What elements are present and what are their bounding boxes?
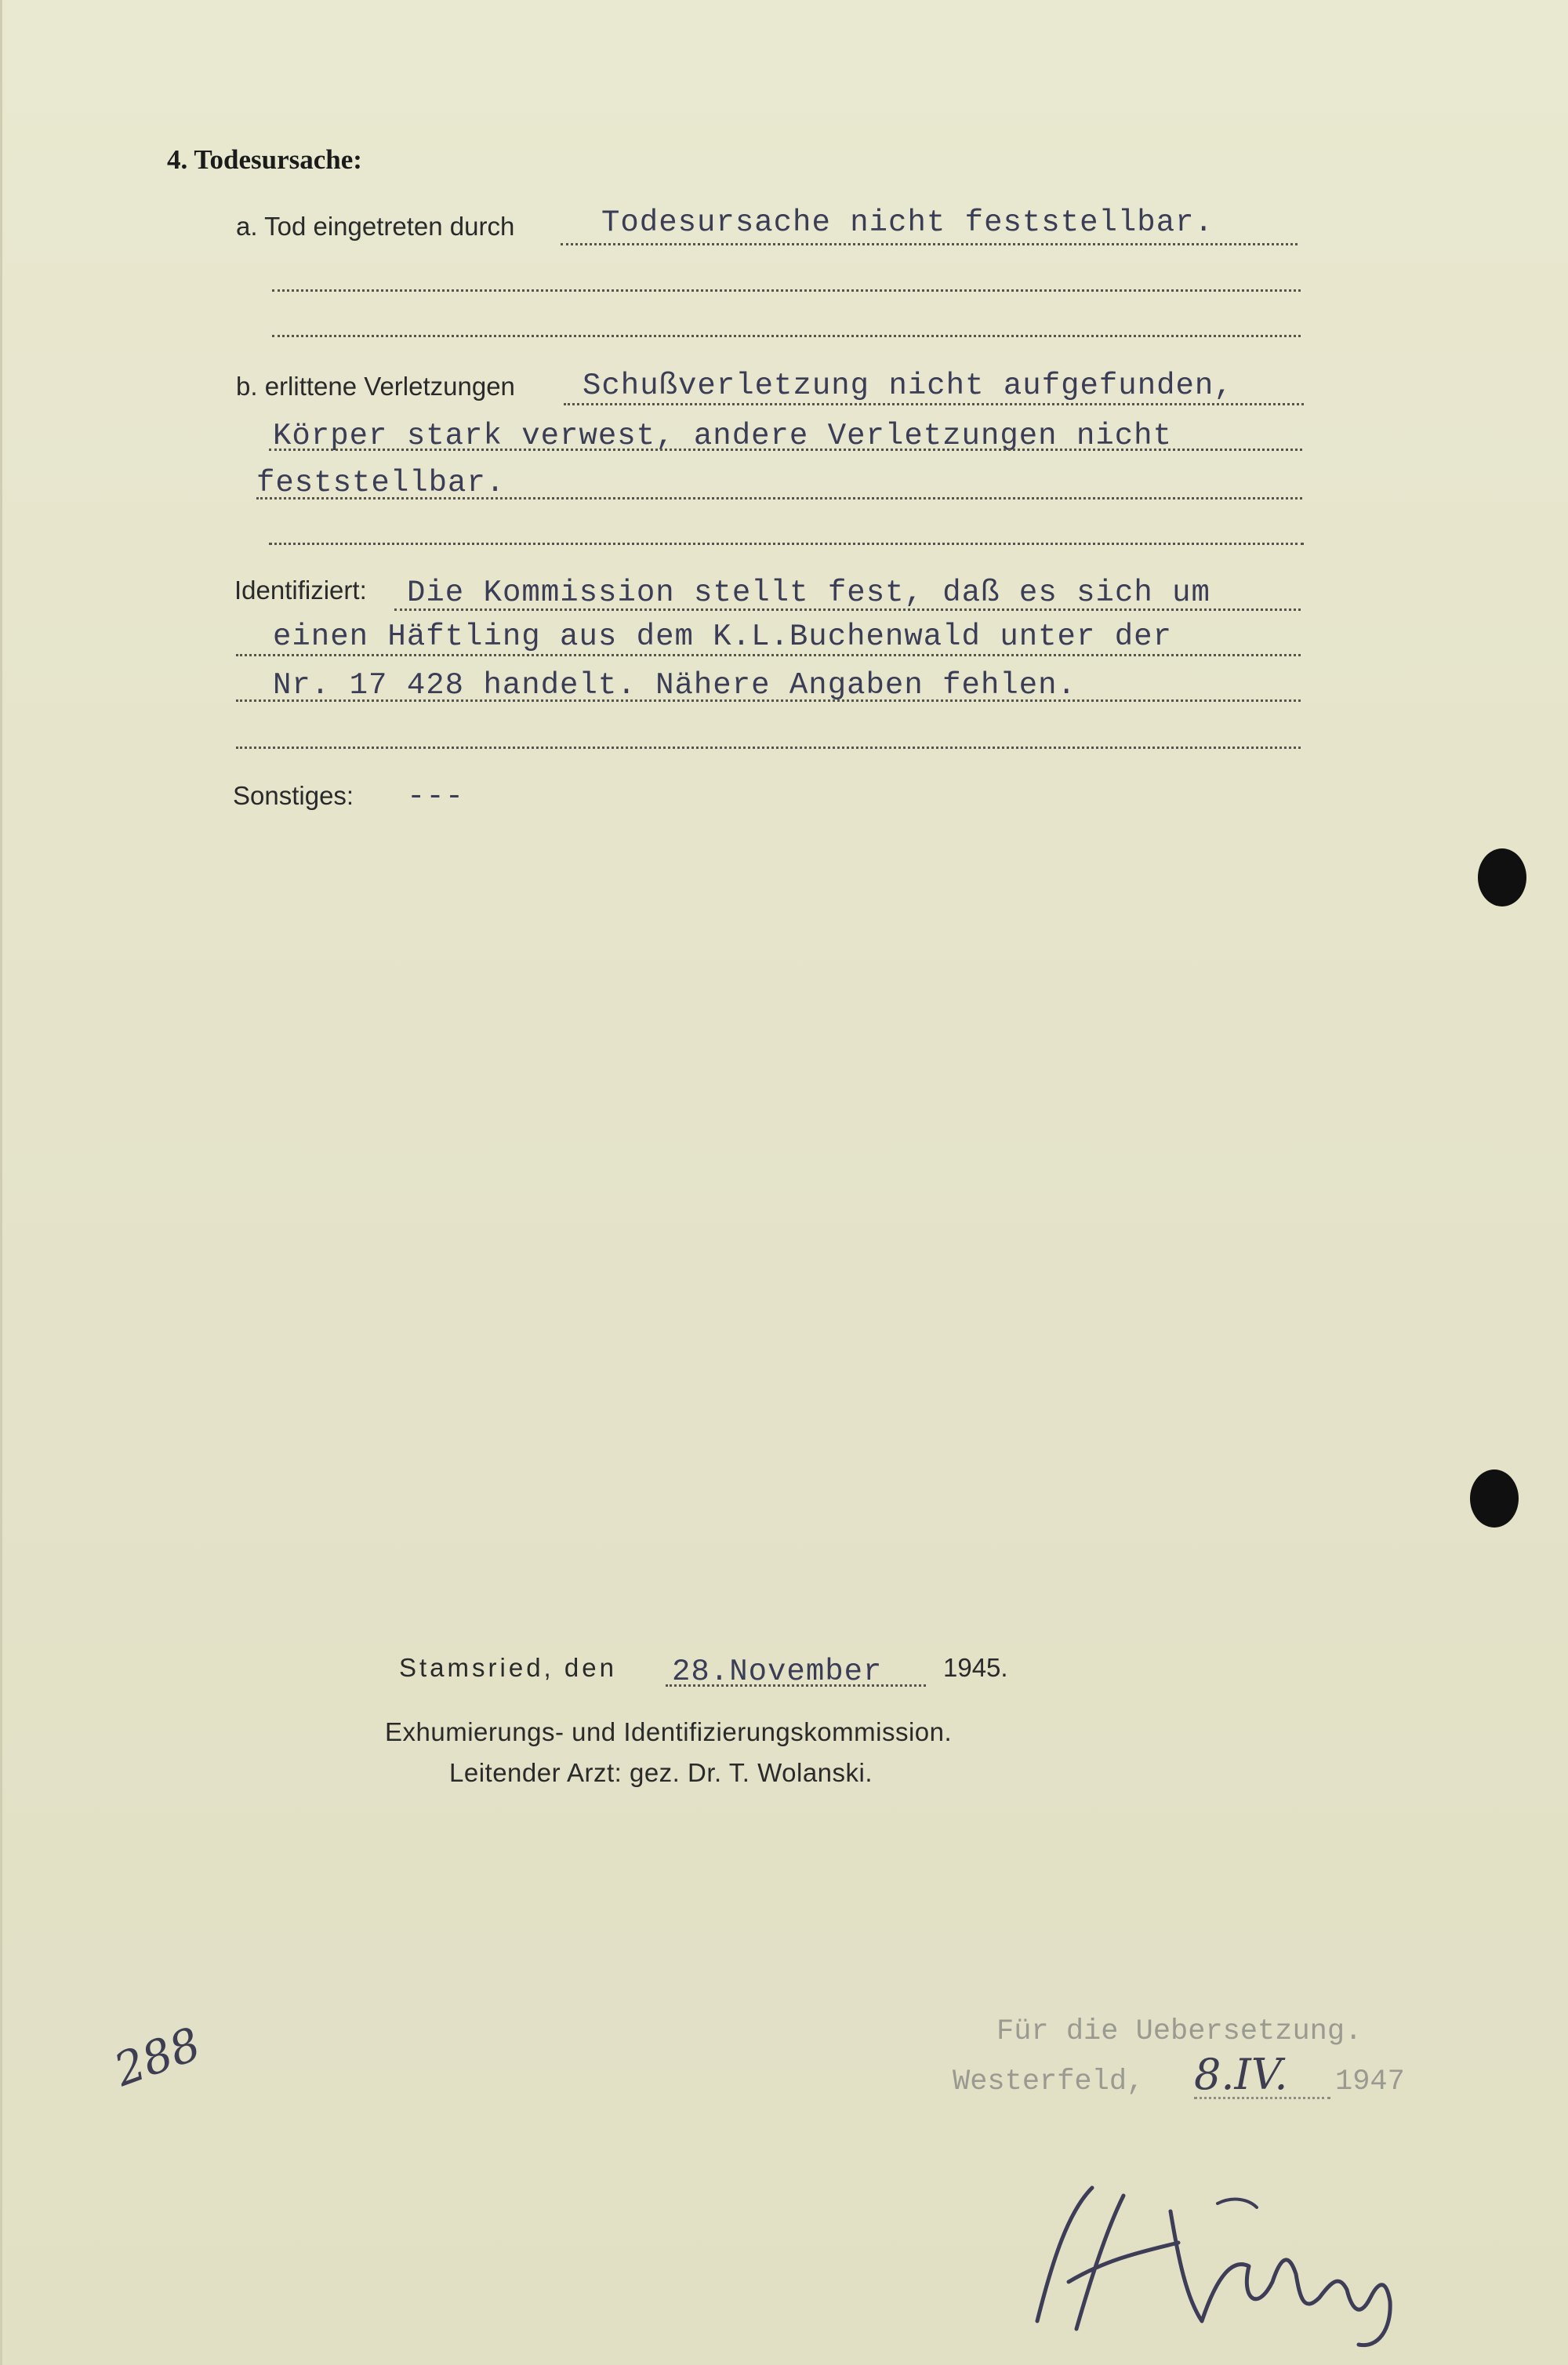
dotted-line (236, 654, 1301, 656)
identified-label: Identifiziert: (234, 576, 367, 605)
dotted-line (272, 335, 1301, 337)
document-year: 1945. (943, 1653, 1008, 1682)
section-heading: 4. Todesursache: (167, 144, 362, 175)
dotted-line (1194, 2097, 1330, 2099)
injuries-label: b. erlittene Verletzungen (236, 372, 515, 401)
dotted-line (561, 243, 1298, 245)
document-date: 28.November (672, 1655, 883, 1689)
dotted-line (272, 289, 1301, 292)
translation-stamp-line-1: Für die Uebersetzung. (996, 2015, 1363, 2048)
signature (1022, 2164, 1398, 2352)
translation-date-handwritten: 8.IV. (1194, 2050, 1288, 2099)
injuries-line-3: feststellbar. (256, 466, 506, 500)
identified-line-3: Nr. 17 428 handelt. Nähere Angaben fehlen. (273, 668, 1076, 703)
dotted-line (256, 497, 1302, 500)
dotted-line (666, 1684, 926, 1687)
translation-stamp-year: 1947 (1335, 2065, 1405, 2098)
misc-label: Sonstiges: (233, 781, 354, 810)
punch-hole (1478, 848, 1526, 906)
translation-stamp-place: Westerfeld, (953, 2065, 1145, 2098)
cause-value: Todesursache nicht feststellbar. (601, 205, 1214, 240)
identified-line-1: Die Kommission stellt fest, daß es sich um (407, 576, 1210, 610)
lead-doctor: Leitender Arzt: gez. Dr. T. Wolanski. (449, 1758, 873, 1787)
commission-name: Exhumierungs- und Identifizierungskommission. (385, 1717, 953, 1746)
misc-value: --- (407, 779, 465, 814)
cause-label: a. Tod eingetreten durch (236, 212, 515, 241)
dotted-line (236, 699, 1301, 702)
page-number-handwritten: 288 (107, 2017, 208, 2097)
injuries-line-1: Schußverletzung nicht aufgefunden, (583, 369, 1233, 403)
punch-hole (1470, 1469, 1519, 1528)
injuries-line-2: Körper stark verwest, andere Verletzungen nicht (273, 419, 1172, 453)
dotted-line (236, 747, 1301, 749)
identified-line-2: einen Häftling aus dem K.L.Buchenwald unter der (273, 619, 1172, 654)
dotted-line (394, 609, 1301, 611)
place-label: Stamsried, den (399, 1653, 617, 1682)
dotted-line (269, 449, 1302, 451)
dotted-line (564, 403, 1304, 405)
dotted-line (269, 543, 1304, 545)
